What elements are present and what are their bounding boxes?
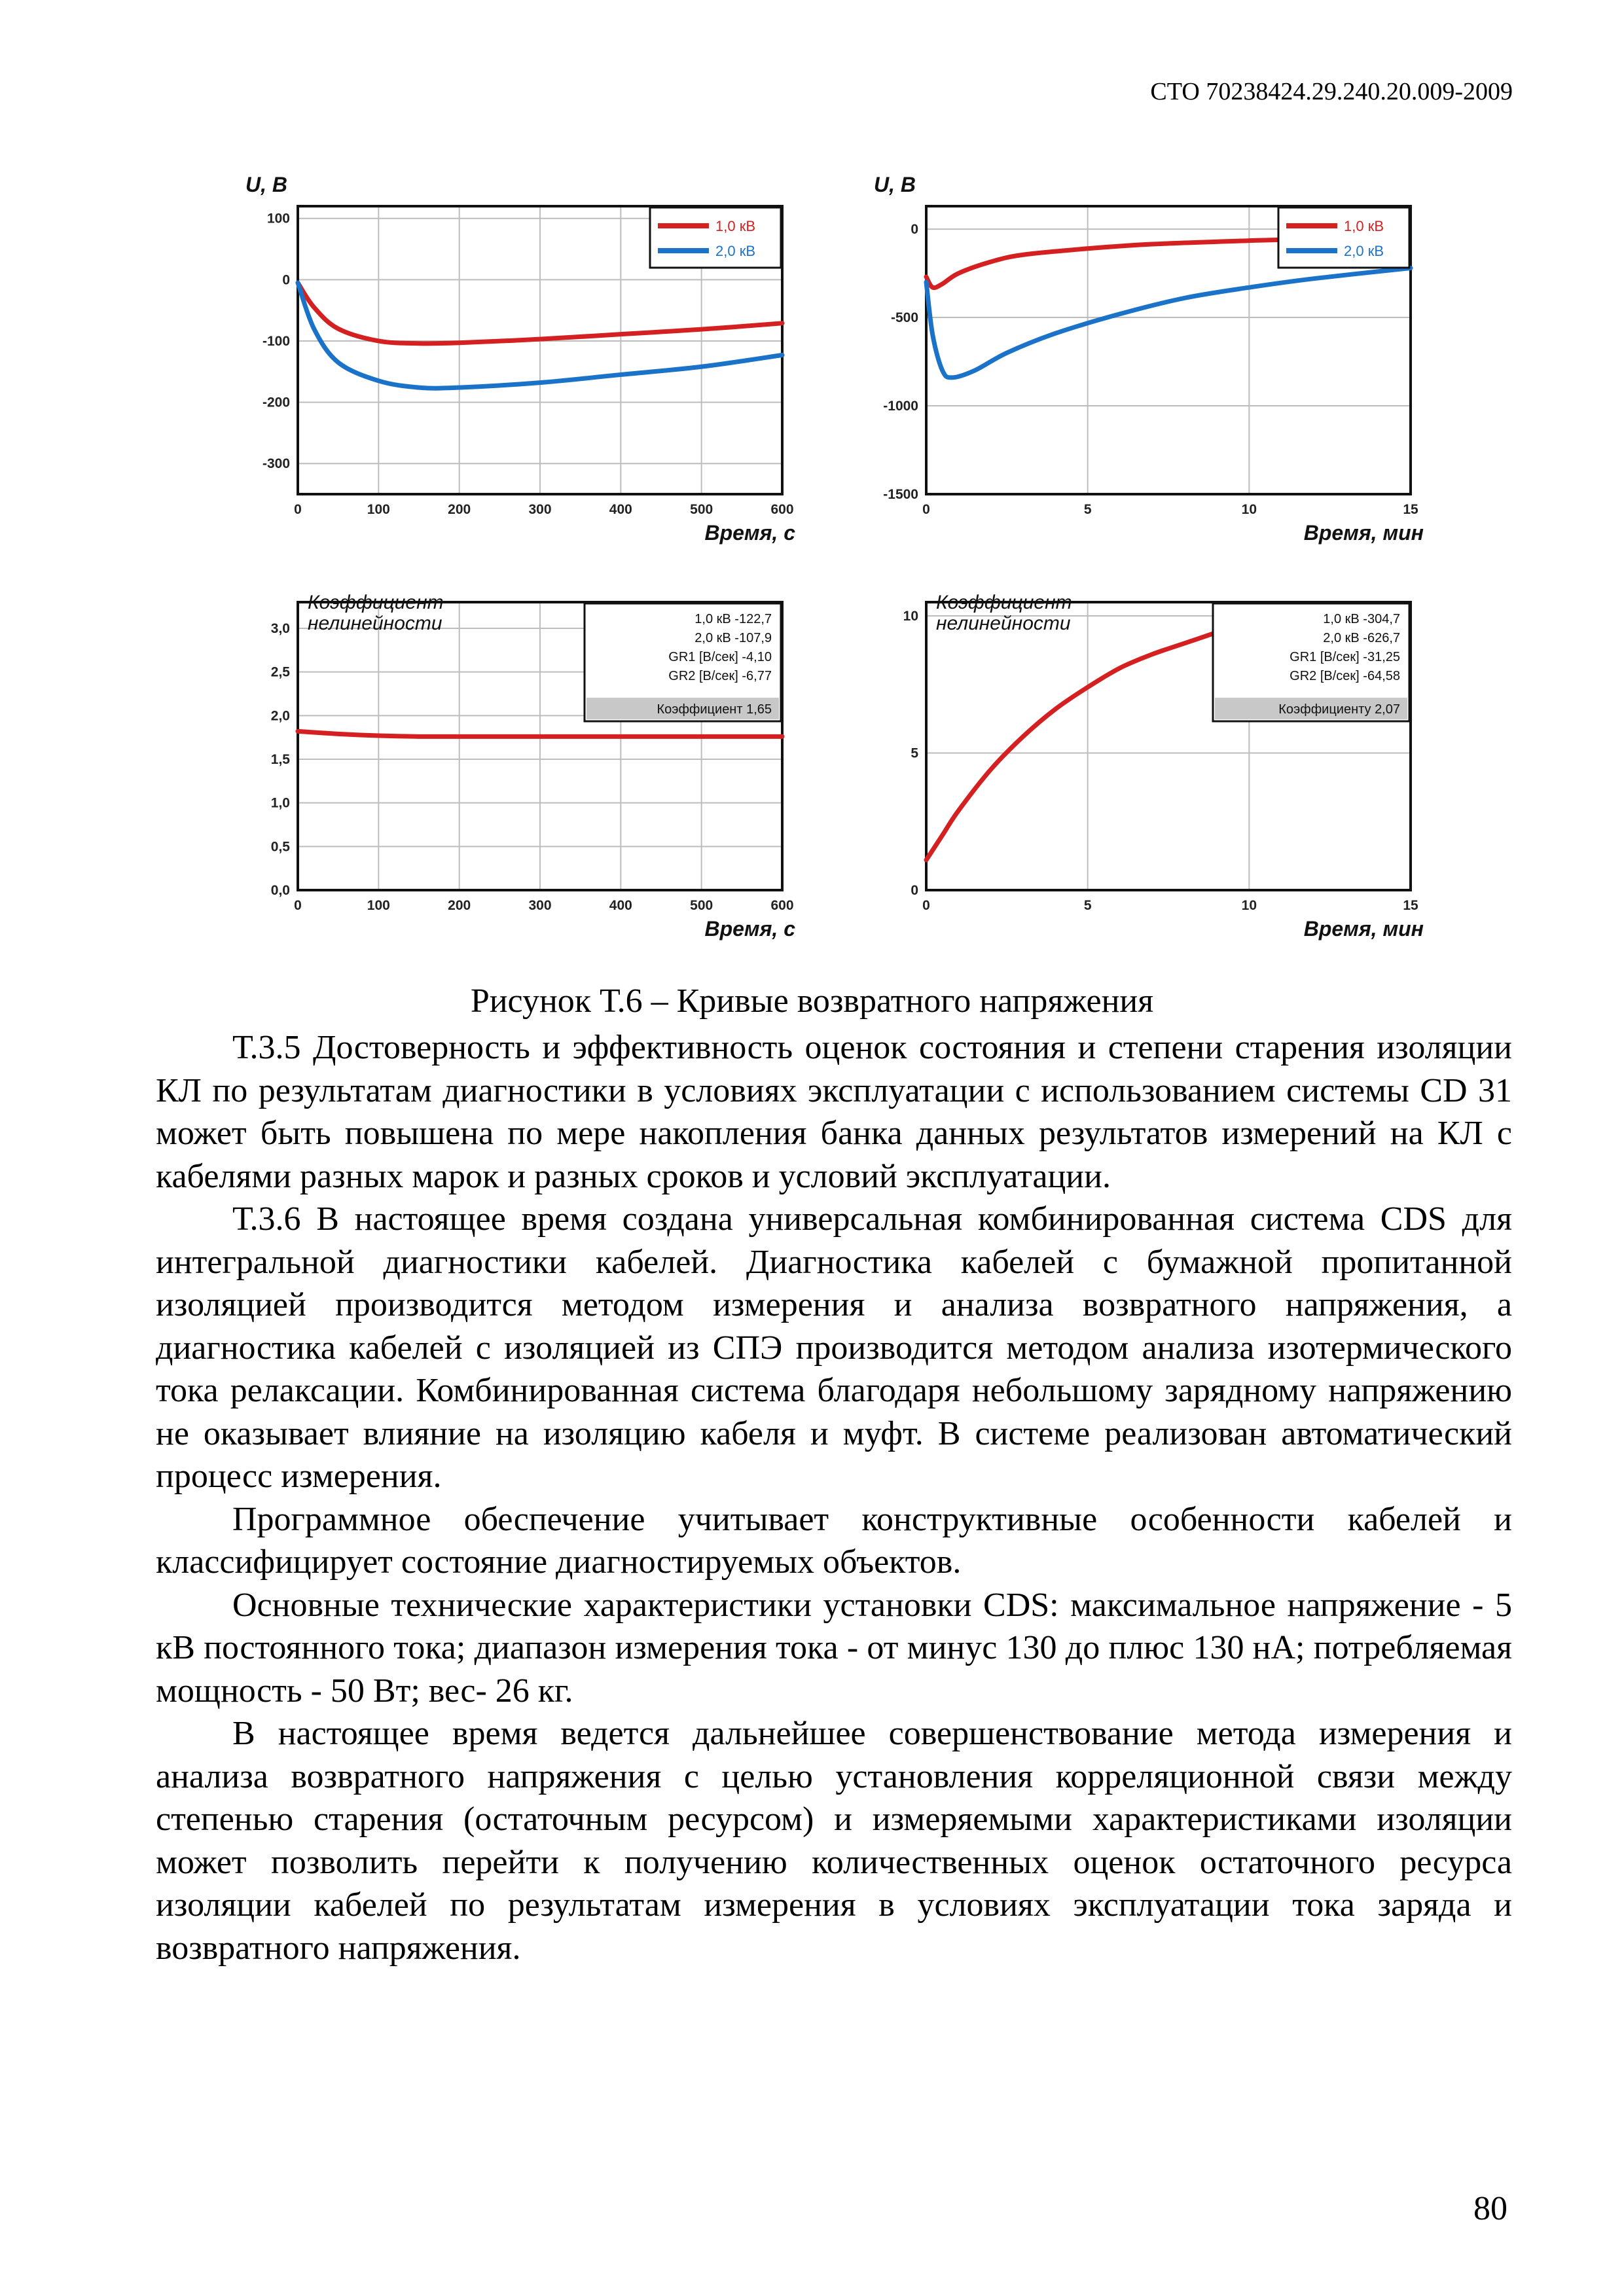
y-axis-title-line2: нелинейности: [308, 613, 442, 634]
info-footer: Коэффициент 1,65: [657, 702, 772, 717]
x-tick-label: 5: [1083, 502, 1092, 517]
x-tick-label: 100: [367, 502, 390, 517]
document-code-header: СТО 70238424.29.240.20.009-2009: [1150, 78, 1513, 105]
page-number: 80: [1473, 2190, 1507, 2227]
paragraph-t35: Т.3.5 Достоверность и эффективность оценок состояния и степени старения изоляции КЛ по результатам диагностики в условиях эксплуатации с использованием системы CD 31 может быть повышена по мере накопления банка данных результатов измерений на КЛ с кабелями разных марок и разных сроков и условий эксплуатации.: [156, 1029, 1512, 1195]
x-tick-label: 200: [448, 898, 471, 913]
info-line: GR1 [В/сек] -31,25: [1290, 650, 1400, 664]
x-tick-label: 5: [1083, 898, 1092, 913]
x-tick-label: 10: [1241, 502, 1257, 517]
x-tick-label: 300: [528, 898, 552, 913]
legend-label: 2,0 кВ: [715, 243, 755, 259]
y-tick-label: 0: [911, 883, 918, 898]
x-tick-label: 300: [528, 502, 552, 517]
x-tick-label: 0: [294, 898, 302, 913]
y-tick-label: 2,0: [270, 708, 290, 724]
y-tick-label: 0: [911, 222, 918, 238]
x-tick-label: 600: [770, 502, 794, 517]
info-line: 2,0 кВ -626,7: [1323, 631, 1400, 645]
y-axis-title: Коэффициент: [936, 592, 1072, 613]
y-tick-label: 5: [911, 745, 918, 761]
x-axis-title: Время, с: [704, 521, 795, 545]
y-tick-label: -1000: [883, 399, 918, 414]
x-tick-label: 600: [770, 898, 794, 913]
x-tick-label: 200: [448, 502, 471, 517]
y-tick-label: 3,0: [270, 621, 290, 636]
x-axis-title: Время, мин: [1303, 917, 1424, 941]
y-tick-label: 1,5: [270, 752, 290, 767]
y-tick-label: 2,5: [270, 664, 290, 680]
x-tick-label: 400: [609, 898, 632, 913]
x-tick-label: 0: [294, 502, 302, 517]
y-tick-label: 10: [903, 608, 918, 624]
x-tick-label: 0: [922, 898, 930, 913]
y-axis-title-line2: нелинейности: [936, 613, 1071, 634]
chart-nonlinearity-minutes: [851, 560, 1427, 942]
paragraph-software: Программное обеспечение учитывает конструктивные особенности кабелей и классифицирует состояние диагностируемых объектов.: [156, 1500, 1512, 1581]
info-line: GR2 [В/сек] -64,58: [1290, 669, 1400, 683]
legend-label: 1,0 кВ: [1344, 218, 1384, 234]
info-line: 2,0 кВ -107,9: [695, 631, 772, 645]
y-tick-label: 0: [282, 272, 290, 288]
x-tick-label: 500: [690, 502, 713, 517]
info-line: 1,0 кВ -122,7: [695, 612, 772, 626]
y-tick-label: -1500: [883, 487, 918, 502]
chart-svg: [851, 164, 1427, 547]
y-tick-label: -100: [262, 333, 290, 349]
x-tick-label: 0: [922, 502, 930, 517]
chart-svg: [223, 560, 799, 942]
x-tick-label: 10: [1241, 898, 1257, 913]
info-line: 1,0 кВ -304,7: [1323, 612, 1400, 626]
y-axis-title: Коэффициент: [308, 592, 444, 613]
info-line: GR1 [В/сек] -4,10: [668, 650, 772, 664]
x-tick-label: 15: [1403, 502, 1418, 517]
legend-label: 2,0 кВ: [1344, 243, 1384, 259]
y-tick-label: -300: [262, 456, 290, 472]
chart-voltage-minutes: [851, 164, 1427, 547]
legend-label: 1,0 кВ: [715, 218, 755, 234]
y-tick-label: -200: [262, 395, 290, 410]
y-tick-label: 1,0: [270, 795, 290, 811]
x-tick-label: 500: [690, 898, 713, 913]
y-tick-label: 100: [266, 211, 290, 226]
y-axis-title: U, В: [874, 173, 916, 196]
x-tick-label: 400: [609, 502, 632, 517]
x-tick-label: 15: [1403, 898, 1418, 913]
info-line: GR2 [В/сек] -6,77: [668, 669, 772, 683]
y-axis-title: U, В: [245, 173, 287, 196]
x-axis-title: Время, мин: [1303, 521, 1424, 545]
info-footer: Коэффициенту 2,07: [1278, 702, 1400, 717]
x-axis-title: Время, с: [704, 917, 795, 941]
body-text: [156, 1026, 1512, 1969]
y-tick-label: -500: [890, 310, 918, 326]
figure-caption: Рисунок Т.6 – Кривые возвратного напряжения: [470, 982, 1154, 1020]
x-tick-label: 100: [367, 898, 390, 913]
paragraph-t36: Т.3.6 В настоящее время создана универсальная комбинированная система CDS для интегральной диагностики кабелей. Диагностика кабелей с бумажной пропитанной изоляцией производится методом измерения и анализа возвратного напряжения, а диагностика кабелей с изоляцией из СПЭ производится методом анализа изотермического тока релаксации. Комбинированная система благодаря небольшому зарядному напряжению не оказывает влияние на изоляцию кабеля и муфт. В системе реализован автоматический процесс измерения.: [156, 1200, 1512, 1495]
chart-voltage-seconds: [223, 164, 799, 547]
paragraph-specs: Основные технические характеристики установки CDS: максимальное напряжение - 5 кВ постоянного тока; диапазон измерения тока - от минус 130 до плюс 130 нА; потребляемая мощность - 50 Вт; вес- 26 кг.: [156, 1586, 1512, 1710]
chart-nonlinearity-seconds: [223, 560, 799, 942]
paragraph-development: В настоящее время ведется дальнейшее совершенствование метода измерения и анализа возвратного напряжения с целью установления корреляционной связи между степенью старения (остаточным ресурсом) и измеряемыми характеристиками изоляции может позволить перейти к получению количественных оценок остаточного ресурса изоляции кабелей по результатам измерения в условиях эксплуатации тока заряда и возвратного напряжения.: [156, 1715, 1512, 1967]
chart-svg: [223, 164, 799, 547]
y-tick-label: 0,5: [270, 839, 290, 855]
y-tick-label: 0,0: [270, 883, 290, 898]
chart-svg: [851, 560, 1427, 942]
